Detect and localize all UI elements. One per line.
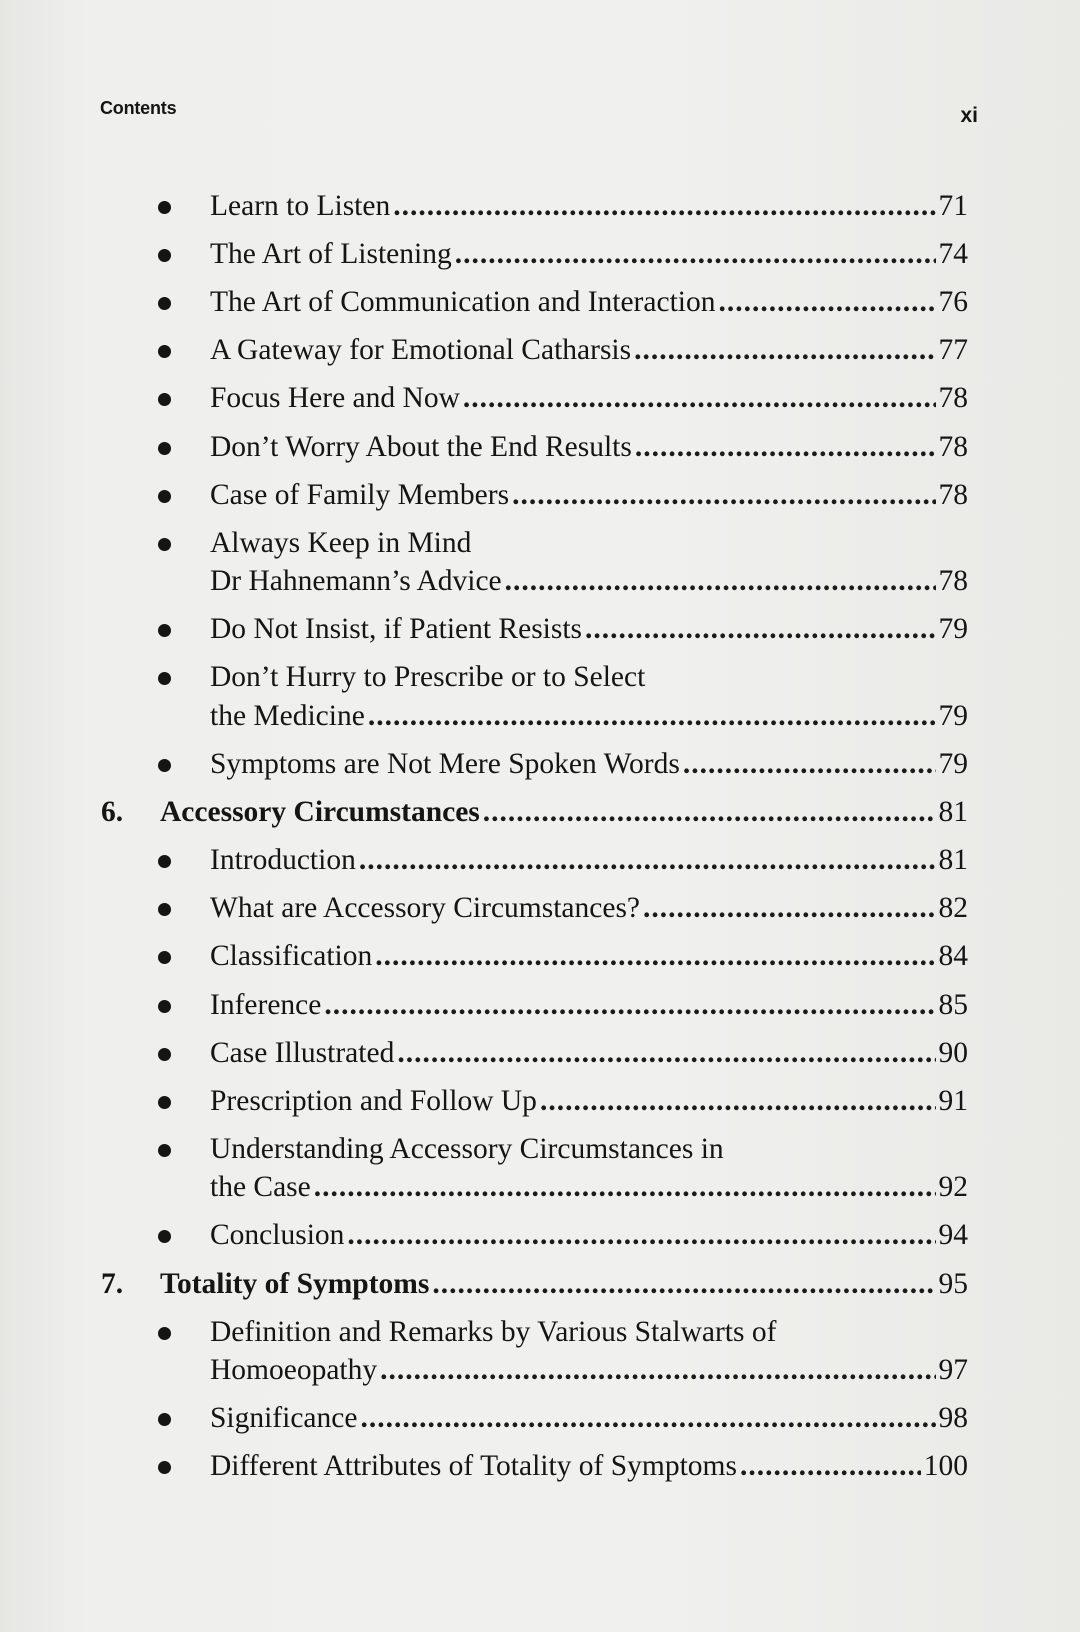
- toc-page-number: 78: [938, 478, 968, 511]
- dot-leader: [393, 188, 935, 224]
- bullet-icon: [158, 345, 171, 358]
- dot-leader: [397, 1035, 935, 1071]
- toc-entry-title: Conclusion: [210, 1219, 345, 1252]
- bullet-icon: [158, 759, 171, 772]
- toc-entry-title: A Gateway for Emotional Catharsis: [210, 334, 632, 367]
- dot-leader: [360, 1400, 935, 1436]
- bullet-icon: [158, 1461, 171, 1474]
- dot-leader: [359, 842, 936, 878]
- bullet-icon: [158, 1413, 171, 1426]
- toc-entry-title: What are Accessory Circumstances?: [210, 892, 641, 925]
- dot-leader: [368, 698, 936, 734]
- toc-page-number: 91: [938, 1084, 968, 1117]
- toc-page-number: 90: [938, 1036, 968, 1069]
- dot-leader: [380, 1352, 935, 1388]
- toc-entry-title: Case Illustrated: [210, 1036, 395, 1069]
- toc-page-number: 85: [938, 988, 968, 1021]
- bullet-icon: [158, 393, 171, 406]
- bullet-icon: [158, 672, 171, 685]
- toc-page-number: 74: [938, 238, 968, 271]
- dot-leader: [314, 1169, 936, 1205]
- dot-leader: [643, 890, 935, 926]
- bullet-icon: [158, 442, 171, 455]
- toc-entry-title: Accessory Circumstances: [160, 796, 480, 829]
- dot-leader: [324, 987, 935, 1023]
- toc-entry-title: Don’t Worry About the End Results: [210, 430, 632, 463]
- toc-entry-title: Different Attributes of Totality of Symptoms: [210, 1450, 737, 1483]
- running-header-page-number: xi: [960, 104, 978, 127]
- dot-leader: [740, 1448, 921, 1484]
- bullet-icon: [158, 1230, 171, 1243]
- toc-page-number: 79: [938, 613, 968, 646]
- bullet-icon: [158, 490, 171, 503]
- dot-leader: [718, 284, 935, 320]
- toc-page-number: 84: [938, 940, 968, 973]
- bullet-icon: [158, 855, 171, 868]
- toc-entry-title: the Medicine: [210, 699, 365, 732]
- toc-page-number: 71: [938, 190, 968, 222]
- toc-entry-title: Symptoms are Not Mere Spoken Words: [210, 748, 680, 780]
- toc-page-number: 78: [938, 430, 968, 463]
- dot-leader: [432, 1266, 935, 1302]
- bullet-icon: [158, 1144, 171, 1157]
- toc-entry-title: Totality of Symptoms: [160, 1267, 430, 1300]
- toc-entry-title: Learn to Listen: [210, 190, 391, 222]
- bullet-icon: [158, 903, 171, 916]
- dot-leader: [634, 332, 935, 368]
- toc-entry-title: Don’t Hurry to Prescribe or to Select: [210, 661, 646, 694]
- dot-leader: [483, 794, 936, 830]
- toc-page-number: 78: [938, 565, 968, 598]
- toc-page-number: 81: [938, 796, 968, 829]
- bullet-icon: [158, 297, 171, 310]
- toc-entry-title: The Art of Communication and Interaction: [210, 286, 716, 319]
- toc-page-number: 100: [923, 1450, 968, 1483]
- toc-entry-title: The Art of Listening: [210, 238, 452, 271]
- toc-entry-title: the Case: [210, 1171, 311, 1204]
- dot-leader: [635, 429, 936, 465]
- toc-page-number: 92: [938, 1171, 968, 1204]
- dot-leader: [505, 563, 936, 599]
- toc-entry-title: Inference: [210, 988, 322, 1021]
- toc-page-number: 98: [938, 1402, 968, 1435]
- toc-page-number: 78: [938, 382, 968, 415]
- dot-leader: [375, 938, 935, 974]
- toc-entry-title: Definition and Remarks by Various Stalwarts of: [210, 1315, 777, 1348]
- toc-page-number: 79: [938, 748, 968, 780]
- bullet-icon: [158, 201, 171, 214]
- dot-leader: [463, 380, 936, 416]
- toc-entry-title: Significance: [210, 1402, 358, 1435]
- dot-leader: [347, 1217, 935, 1253]
- toc-page-number: 82: [938, 892, 968, 925]
- chapter-number: 6.: [101, 796, 124, 829]
- dot-leader: [683, 746, 936, 782]
- toc-entry-title: Classification: [210, 940, 373, 973]
- toc-entry-title: Always Keep in Mind: [210, 526, 472, 559]
- toc-page-number: 97: [938, 1354, 968, 1387]
- toc-entry-title: Do Not Insist, if Patient Resists: [210, 613, 583, 646]
- bullet-icon: [158, 1048, 171, 1061]
- toc-entry-title: Dr Hahnemann’s Advice: [210, 565, 502, 598]
- toc-entry-title: Case of Family Members: [210, 478, 510, 511]
- toc-page-number: 94: [938, 1219, 968, 1252]
- toc-entry-title: Introduction: [210, 844, 356, 877]
- toc-page-number: 76: [938, 286, 968, 319]
- toc-entry-title: Focus Here and Now: [210, 382, 460, 415]
- dot-leader: [540, 1083, 936, 1119]
- toc-entry-title: Homoeopathy: [210, 1354, 378, 1387]
- bullet-icon: [158, 249, 171, 262]
- chapter-number: 7.: [101, 1267, 124, 1300]
- toc-page-number: 81: [938, 844, 968, 877]
- bullet-icon: [158, 1327, 171, 1340]
- toc-page-number: 79: [938, 699, 968, 732]
- dot-leader: [455, 236, 936, 272]
- bullet-icon: [158, 1096, 171, 1109]
- bullet-icon: [158, 538, 171, 551]
- bullet-icon: [158, 624, 171, 637]
- toc-page-number: 77: [938, 334, 968, 367]
- bullet-icon: [158, 1000, 171, 1013]
- bullet-icon: [158, 951, 171, 964]
- dot-leader: [585, 611, 935, 647]
- running-header-title: Contents: [100, 98, 177, 118]
- toc-entry-title: Prescription and Follow Up: [210, 1084, 537, 1117]
- dot-leader: [512, 477, 935, 513]
- toc-page-number: 95: [938, 1267, 968, 1300]
- toc-entry-title: Understanding Accessory Circumstances in: [210, 1132, 724, 1165]
